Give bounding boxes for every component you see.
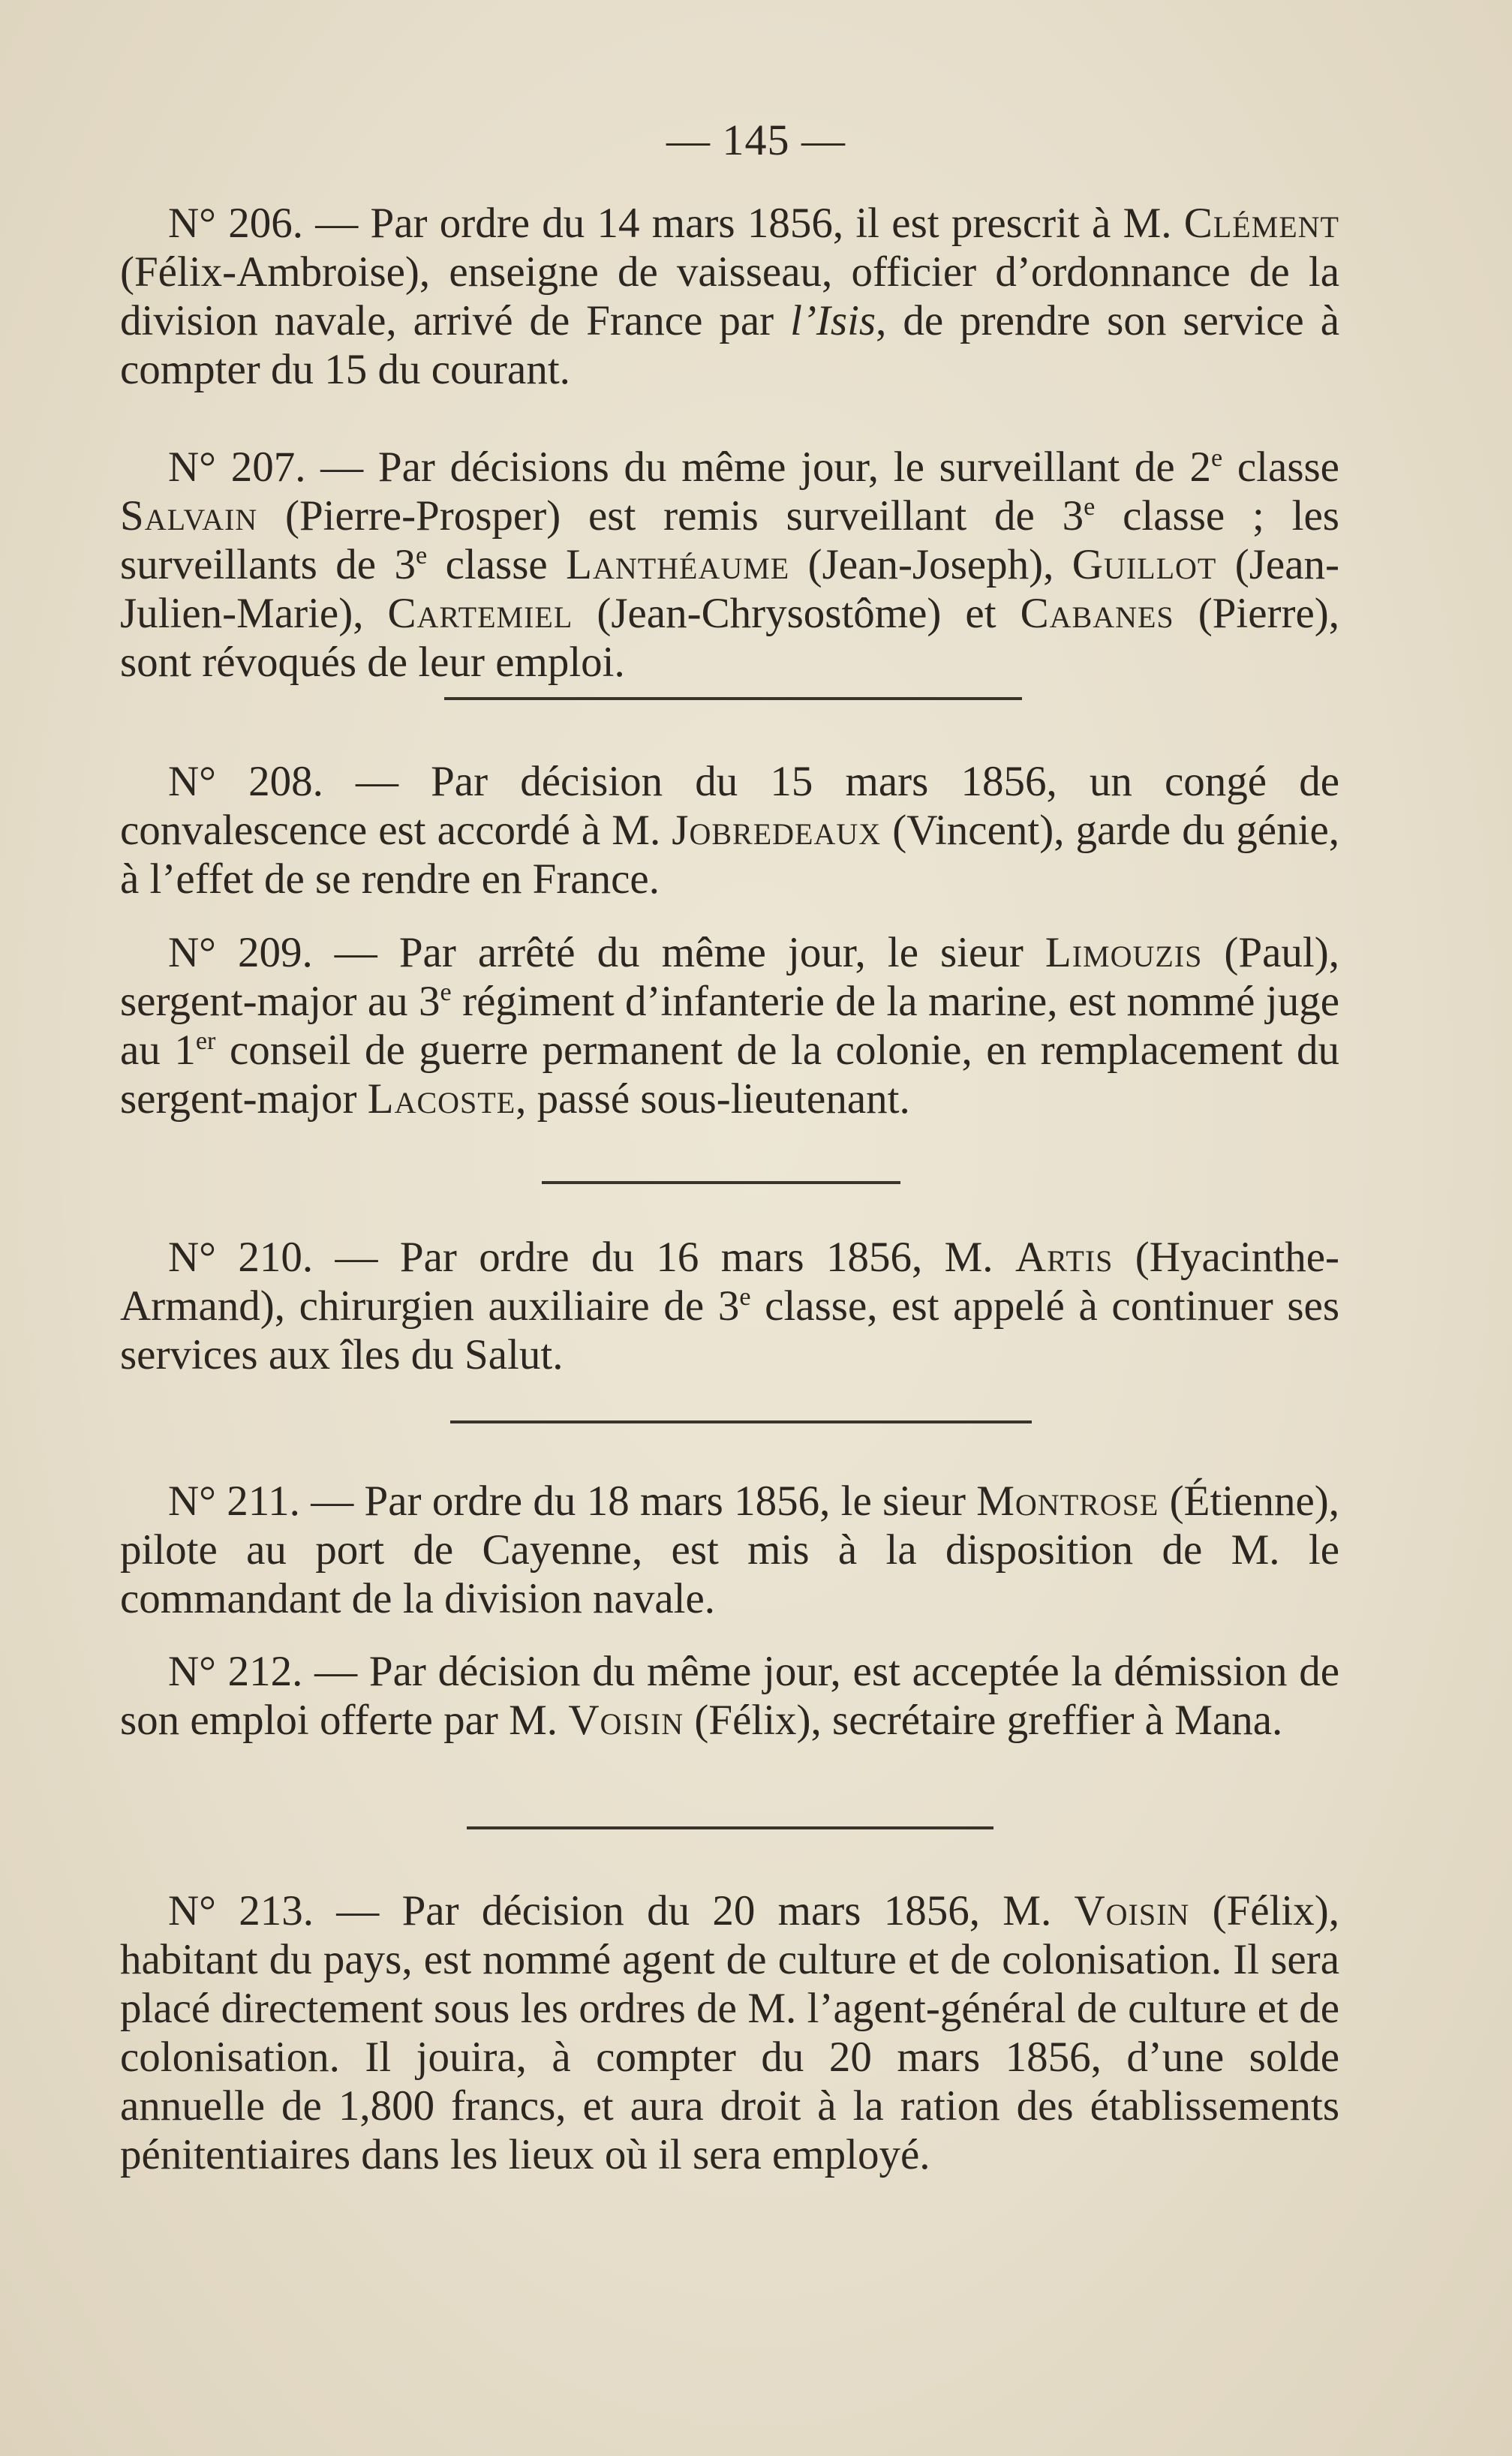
text-run: N° 212. — Par décision du même jour, est acceptée la démission de son emploi offerte par M. <box>120 1648 1339 1744</box>
entry-208 <box>120 757 1339 903</box>
proper-name: Cartemiel <box>387 590 573 637</box>
text-run: (Hyacinthe-Armand), chirurgien auxiliaire de 3 <box>120 1234 1340 1330</box>
superscript: e <box>440 978 452 1006</box>
proper-name: Guillot <box>1072 541 1217 588</box>
text-run: N° 210. — Par ordre du 16 mars 1856, M. <box>168 1234 1015 1281</box>
text-run: N° 209. — Par arrêté du même jour, le sieur <box>168 929 1045 976</box>
text-run: régiment d’infanterie de la marine, est nommé juge au 1 <box>120 978 1339 1074</box>
text-run: (Pierre-Prosper) est remis surveillant de 3 <box>257 492 1084 540</box>
superscript: e <box>739 1283 751 1311</box>
entry-207 <box>120 443 1339 687</box>
text-run: classe ; les surveillants de 3 <box>120 492 1339 588</box>
proper-name: Lanthéaume <box>566 541 790 588</box>
separator-rule <box>467 1826 993 1829</box>
text-run: N° 206. — Par ordre du 14 mars 1856, il est prescrit à M. <box>168 200 1184 247</box>
text-run: (Félix), secrétaire greffier à Mana. <box>684 1697 1283 1744</box>
text-run: (Étienne), pilote au port de Cayenne, est mis à la disposition de M. le commandant de la division navale. <box>120 1478 1339 1622</box>
proper-name: Cabanes <box>1020 590 1174 637</box>
text-run: (Jean-Chrysostôme) et <box>573 590 1021 637</box>
text-run: N° 207. — Par décisions du même jour, le surveillant de 2 <box>168 443 1211 491</box>
proper-name: Voisin <box>1074 1887 1190 1934</box>
entry-212 <box>120 1647 1339 1745</box>
separator-rule <box>450 1420 1032 1423</box>
text-run: conseil de guerre permanent de la colonie, en remplacement du sergent-major <box>120 1027 1339 1123</box>
entry-211 <box>120 1477 1339 1623</box>
page-number: — 145 — <box>666 116 846 164</box>
text-run: N° 208. — Par décision du 15 mars 1856, un congé de convalescence est accordé à M. <box>120 758 1339 854</box>
entry-210 <box>120 1233 1339 1379</box>
text-run: (Félix-Ambroise), enseigne de vaisseau, officier d’ordonnance de la division navale, arrivé de France par <box>120 248 1339 344</box>
separator-rule <box>444 697 1022 700</box>
text-run: (Jean-Joseph), <box>789 541 1072 588</box>
proper-name: Lacoste <box>367 1075 516 1123</box>
entry-paragraph <box>120 1233 1339 1379</box>
superscript: er <box>195 1027 216 1055</box>
entry-paragraph <box>120 199 1339 394</box>
entry-paragraph <box>120 1647 1339 1745</box>
entry-paragraph <box>120 1886 1339 2179</box>
text-run: (Jean-Julien-Marie), <box>120 541 1340 637</box>
entry-206 <box>120 199 1339 394</box>
proper-name: Salvain <box>120 492 258 540</box>
proper-name: Limouzis <box>1045 929 1203 976</box>
proper-name: Clément <box>1183 200 1339 247</box>
text-run: (Pierre), sont révoqués de leur emploi. <box>120 590 1339 686</box>
entry-213 <box>120 1886 1339 2179</box>
text-run: N° 211. — Par ordre du 18 mars 1856, le sieur <box>168 1478 977 1525</box>
proper-name: Artis <box>1015 1234 1114 1281</box>
text-run: classe <box>427 541 567 588</box>
proper-name: Jobredeaux <box>672 807 882 854</box>
entry-paragraph <box>120 443 1339 687</box>
text-run: classe, est appelé à continuer ses services aux îles du Salut. <box>120 1282 1339 1378</box>
superscript: e <box>1084 493 1096 521</box>
entry-paragraph <box>120 757 1339 903</box>
separator-rule <box>542 1181 900 1184</box>
superscript: e <box>415 542 428 570</box>
text-run: N° 213. — Par décision du 20 mars 1856, M. <box>168 1887 1075 1934</box>
proper-name: Voisin <box>568 1697 684 1744</box>
text-run: (Félix), habitant du pays, est nommé agent de culture et de colonisation. Il sera placé directement sous les ordres de M. l’agent-général de culture et de colonisation. Il jouira, à compter du 20 mars 1856, d’une solde annuelle de 1,800 francs, et aura droit à la ration des établissements pénitentiaires dans les lieux où il sera employé. <box>120 1887 1340 2178</box>
text-run: (Vincent), garde du génie, à l’effet de se rendre en France. <box>120 807 1339 903</box>
text-run: , de prendre son service à compter du 15 du courant. <box>120 297 1339 393</box>
entry-paragraph <box>120 1477 1339 1623</box>
entry-209 <box>120 928 1339 1123</box>
entry-paragraph <box>120 928 1339 1123</box>
proper-name: Montrose <box>976 1478 1159 1525</box>
superscript: e <box>1210 444 1223 472</box>
text-run: , passé sous-lieutenant. <box>516 1075 910 1123</box>
text-run: classe <box>1222 443 1339 491</box>
ship-name: l’Isis <box>790 297 876 344</box>
text-run: (Paul), sergent-major au 3 <box>120 929 1339 1025</box>
